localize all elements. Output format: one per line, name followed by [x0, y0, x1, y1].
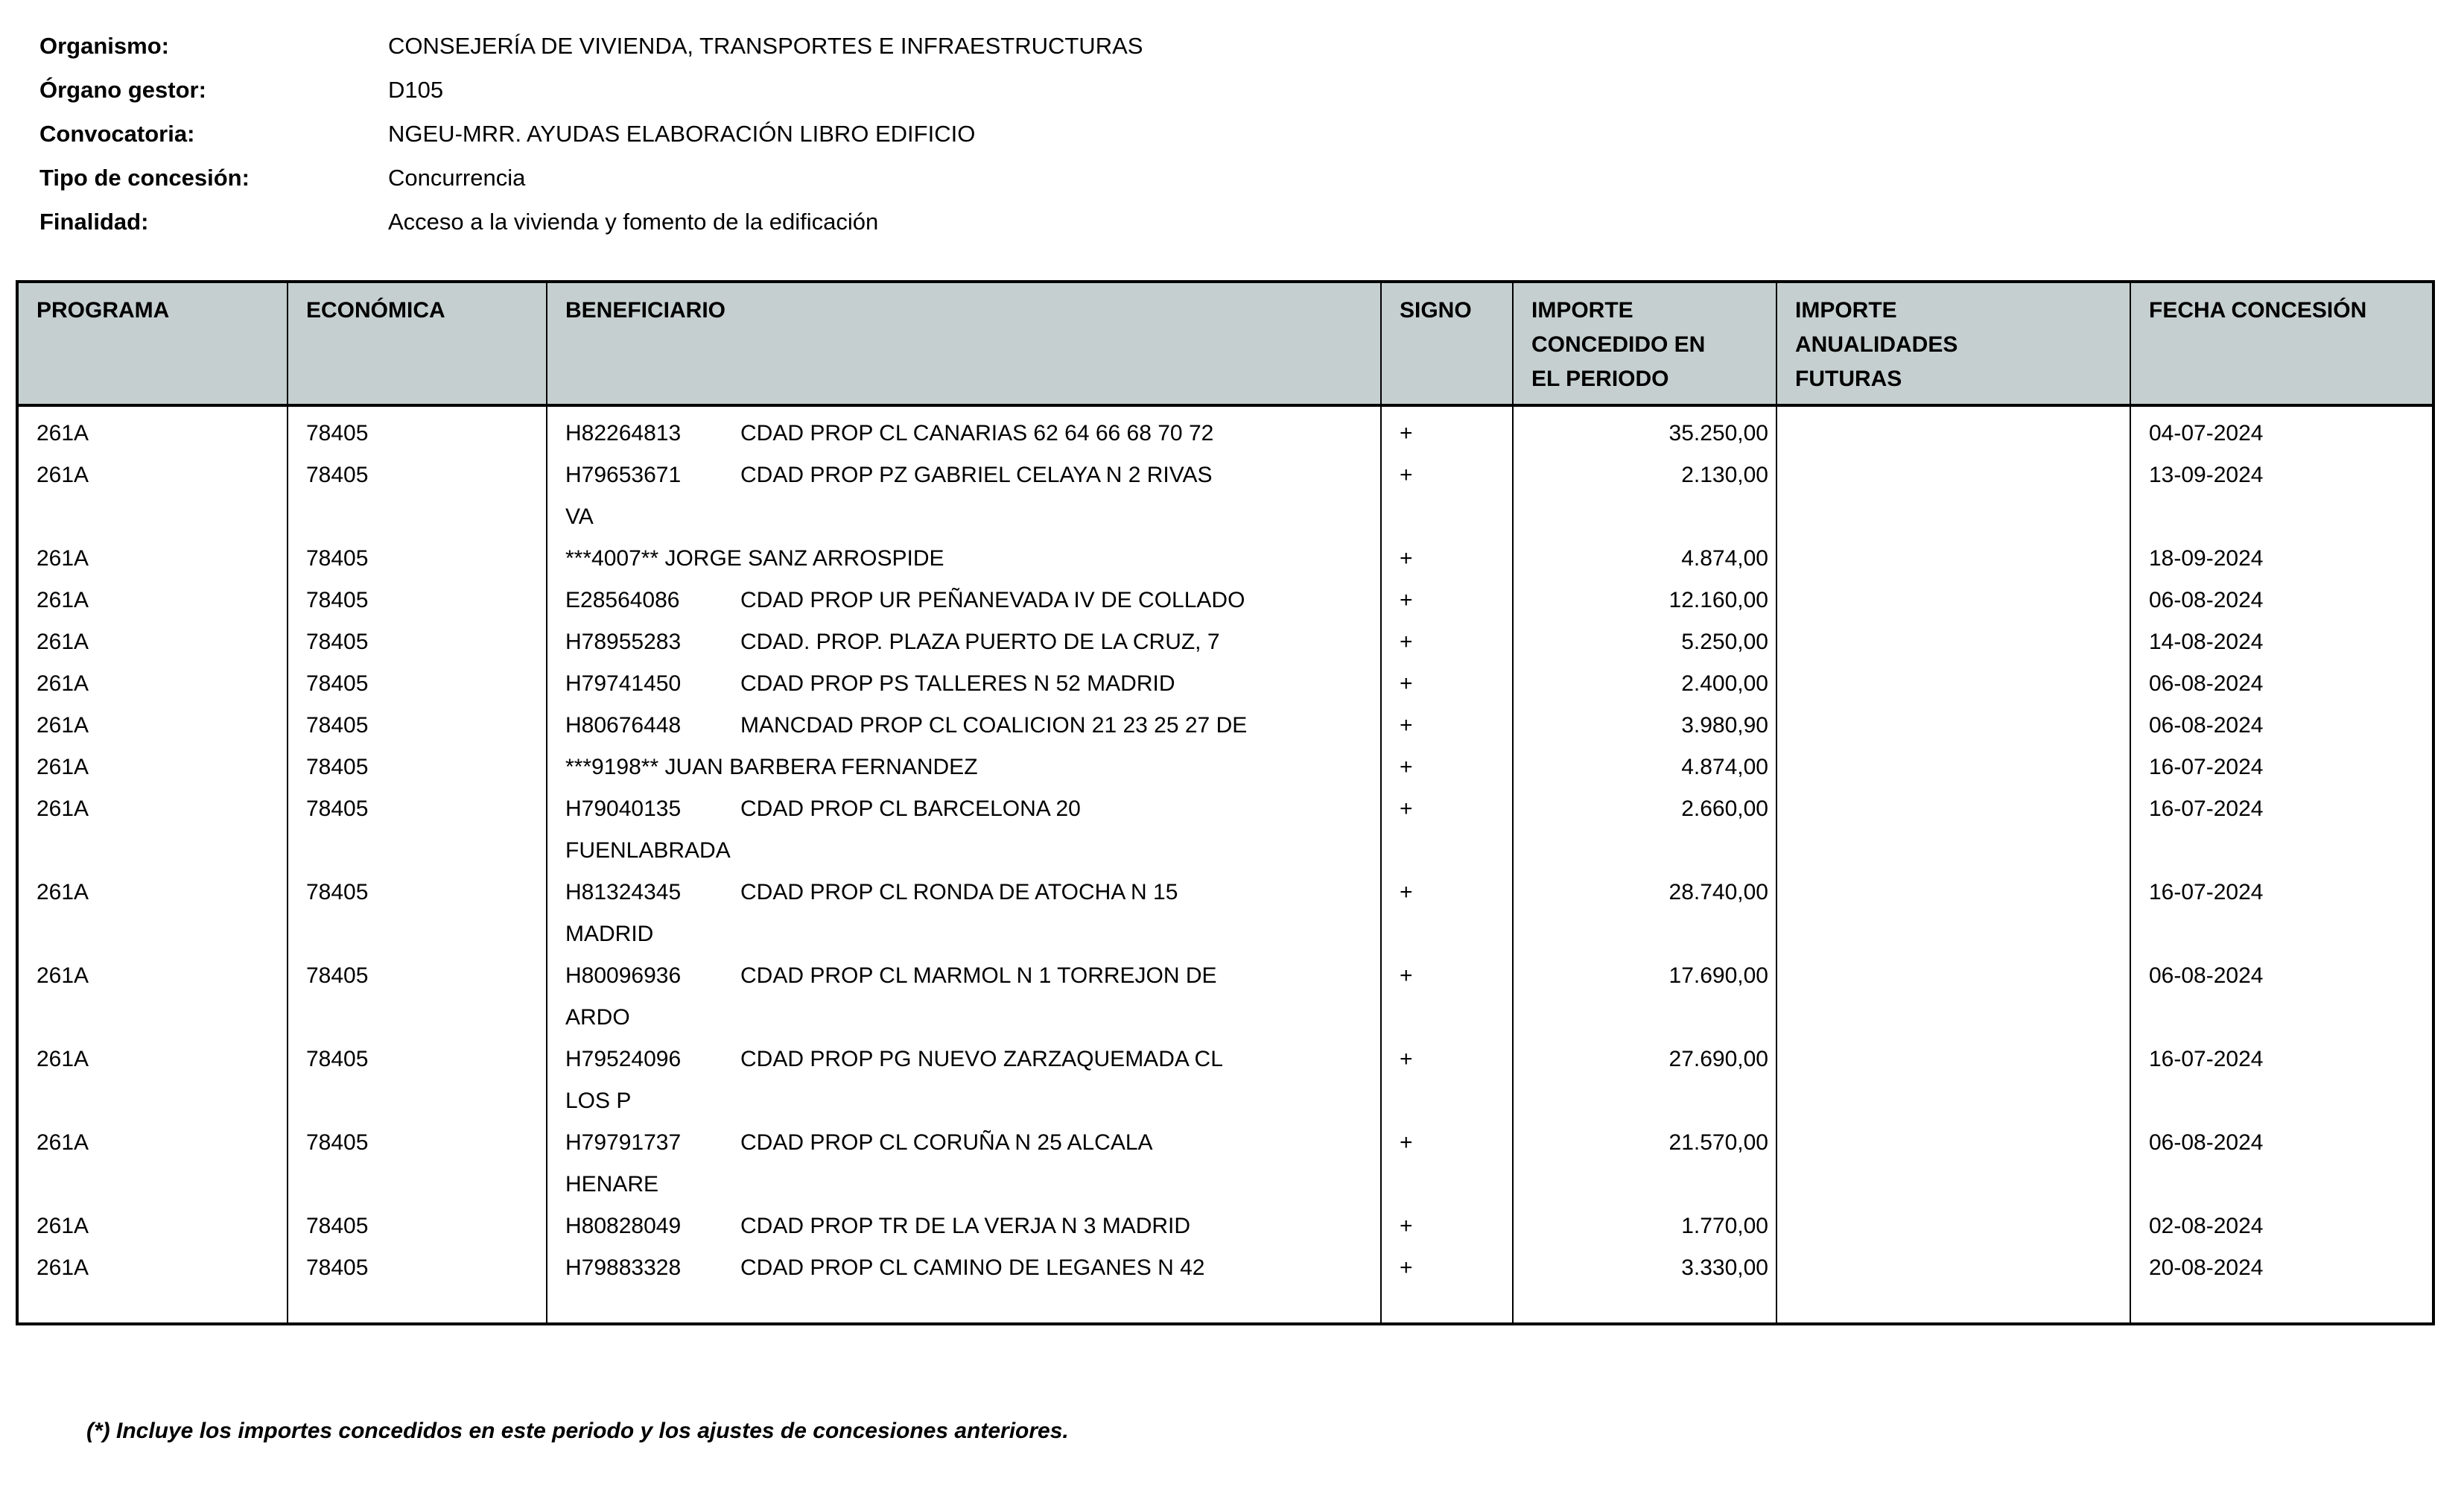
column-header-line: SIGNO [1400, 298, 1472, 323]
meta-row [39, 200, 2464, 244]
beneficiario-name: CDAD PROP CL BARCELONA 20 [740, 796, 1081, 821]
cell-importe-anualidades [1776, 955, 2130, 1039]
meta-label: Tipo de concesión: [39, 165, 250, 191]
table-row [17, 454, 2433, 538]
beneficiario-name: CDAD PROP TR DE LA VERJA N 3 MADRID [740, 1214, 1191, 1238]
meta-label: Finalidad: [39, 209, 149, 235]
cell-beneficiario [547, 955, 1381, 1039]
table-row [17, 1247, 2433, 1324]
beneficiario-id: H80828049 [565, 1214, 682, 1238]
cell-programa: 261A [17, 621, 288, 663]
beneficiario-id: H79040135 [565, 796, 682, 821]
table-row [17, 747, 2433, 788]
beneficiario-id: H78955283 [565, 630, 682, 654]
column-header-line: EL PERIODO [1531, 367, 1669, 391]
cell-beneficiario [547, 747, 1381, 788]
column-header-importe_anualidades [1776, 282, 2130, 405]
cell-fecha-concesion: 13-09-2024 [2130, 454, 2433, 538]
beneficiario-name: CDAD PROP UR PEÑANEVADA IV DE COLLADO [740, 588, 1245, 612]
cell-economica: 78405 [288, 788, 547, 872]
cell-importe-concedido: 3.980,90 [1513, 705, 1776, 747]
cell-fecha-concesion: 06-08-2024 [2130, 705, 2433, 747]
cell-fecha-concesion: 04-07-2024 [2130, 405, 2433, 454]
meta-label: Órgano gestor: [39, 77, 206, 103]
cell-beneficiario [547, 621, 1381, 663]
cell-programa: 261A [17, 1039, 288, 1122]
table-row [17, 1205, 2433, 1247]
meta-row [39, 156, 2464, 200]
table-row [17, 872, 2433, 955]
cell-economica: 78405 [288, 872, 547, 955]
column-header-line: FUTURAS [1795, 367, 1902, 391]
cell-beneficiario [547, 454, 1381, 538]
cell-signo: + [1381, 454, 1513, 538]
column-header-line: FECHA CONCESIÓN [2149, 298, 2367, 323]
cell-programa: 261A [17, 872, 288, 955]
cell-importe-anualidades [1776, 621, 2130, 663]
column-header-line: CONCEDIDO EN [1531, 332, 1706, 357]
cell-importe-anualidades [1776, 1205, 2130, 1247]
cell-importe-anualidades [1776, 580, 2130, 621]
beneficiario-id: H80096936 [565, 963, 682, 988]
beneficiario-id: H82264813 [565, 421, 682, 446]
cell-beneficiario [547, 580, 1381, 621]
cell-fecha-concesion: 20-08-2024 [2130, 1247, 2433, 1324]
cell-fecha-concesion: 06-08-2024 [2130, 955, 2433, 1039]
cell-economica: 78405 [288, 1122, 547, 1205]
cell-programa: 261A [17, 788, 288, 872]
cell-beneficiario [547, 405, 1381, 454]
meta-row [39, 112, 2464, 156]
cell-importe-anualidades [1776, 872, 2130, 955]
meta-row [39, 24, 2464, 68]
cell-beneficiario [547, 538, 1381, 580]
cell-signo: + [1381, 621, 1513, 663]
beneficiario-id: H79791737 [565, 1130, 682, 1155]
beneficiario-name: CDAD PROP PZ GABRIEL CELAYA N 2 RIVAS [740, 463, 1213, 487]
column-header-line: ECONÓMICA [306, 298, 445, 323]
beneficiario-id: H79653671 [565, 463, 682, 487]
table-row [17, 788, 2433, 872]
beneficiario-name: CDAD. PROP. PLAZA PUERTO DE LA CRUZ, 7 [740, 630, 1220, 654]
column-header-line: ANUALIDADES [1795, 332, 1958, 357]
table-header-row [17, 282, 2433, 405]
cell-fecha-concesion: 06-08-2024 [2130, 1122, 2433, 1205]
footnote: (*) Incluye los importes concedidos en este periodo y los ajustes de concesiones anteriores. [86, 1419, 1069, 1443]
cell-programa: 261A [17, 1205, 288, 1247]
meta-value: Concurrencia [388, 165, 526, 191]
cell-importe-concedido: 35.250,00 [1513, 405, 1776, 454]
cell-importe-concedido: 27.690,00 [1513, 1039, 1776, 1122]
cell-beneficiario [547, 1205, 1381, 1247]
table-row [17, 580, 2433, 621]
cell-fecha-concesion: 02-08-2024 [2130, 1205, 2433, 1247]
cell-programa: 261A [17, 1247, 288, 1324]
cell-importe-anualidades [1776, 1247, 2130, 1324]
cell-economica: 78405 [288, 1039, 547, 1122]
cell-importe-concedido: 2.400,00 [1513, 663, 1776, 705]
grants-table [16, 280, 2435, 1325]
table-row [17, 621, 2433, 663]
cell-fecha-concesion: 16-07-2024 [2130, 788, 2433, 872]
column-header-importe_concedido [1513, 282, 1776, 405]
cell-importe-anualidades [1776, 405, 2130, 454]
cell-signo: + [1381, 1247, 1513, 1324]
cell-importe-anualidades [1776, 705, 2130, 747]
cell-signo: + [1381, 747, 1513, 788]
cell-fecha-concesion: 16-07-2024 [2130, 1039, 2433, 1122]
cell-importe-concedido: 17.690,00 [1513, 955, 1776, 1039]
beneficiario-name: CDAD PROP PG NUEVO ZARZAQUEMADA CL [740, 1047, 1223, 1071]
cell-signo: + [1381, 788, 1513, 872]
column-header-line: IMPORTE [1531, 298, 1633, 323]
cell-beneficiario [547, 663, 1381, 705]
cell-signo: + [1381, 580, 1513, 621]
cell-importe-anualidades [1776, 788, 2130, 872]
beneficiario-id: H79883328 [565, 1255, 682, 1280]
beneficiario-name-line: MADRID [565, 922, 654, 946]
cell-economica: 78405 [288, 621, 547, 663]
cell-beneficiario [547, 705, 1381, 747]
cell-fecha-concesion: 16-07-2024 [2130, 872, 2433, 955]
cell-economica: 78405 [288, 1205, 547, 1247]
cell-importe-concedido: 12.160,00 [1513, 580, 1776, 621]
cell-fecha-concesion: 06-08-2024 [2130, 580, 2433, 621]
cell-fecha-concesion: 14-08-2024 [2130, 621, 2433, 663]
cell-fecha-concesion: 18-09-2024 [2130, 538, 2433, 580]
beneficiario-id: H79741450 [565, 671, 682, 696]
beneficiario-id: E28564086 [565, 588, 680, 612]
cell-signo: + [1381, 1122, 1513, 1205]
cell-importe-concedido: 5.250,00 [1513, 621, 1776, 663]
cell-programa: 261A [17, 955, 288, 1039]
meta-value: D105 [388, 77, 444, 103]
cell-signo: + [1381, 1039, 1513, 1122]
beneficiario-id: H80676448 [565, 713, 682, 738]
table-row [17, 955, 2433, 1039]
cell-programa: 261A [17, 538, 288, 580]
cell-beneficiario [547, 1247, 1381, 1324]
cell-importe-concedido: 28.740,00 [1513, 872, 1776, 955]
cell-signo: + [1381, 538, 1513, 580]
cell-importe-concedido: 1.770,00 [1513, 1205, 1776, 1247]
cell-importe-concedido: 21.570,00 [1513, 1122, 1776, 1205]
column-header-programa [17, 282, 288, 405]
cell-signo: + [1381, 663, 1513, 705]
table-row [17, 1122, 2433, 1205]
beneficiario-name: CDAD PROP CL CANARIAS 62 64 66 68 70 72 [740, 421, 1214, 446]
cell-economica: 78405 [288, 454, 547, 538]
column-header-line: IMPORTE [1795, 298, 1897, 323]
column-header-line: BENEFICIARIO [565, 298, 726, 323]
beneficiario-name: CDAD PROP CL RONDA DE ATOCHA N 15 [740, 880, 1178, 904]
cell-programa: 261A [17, 747, 288, 788]
cell-economica: 78405 [288, 405, 547, 454]
beneficiario-id: H81324345 [565, 880, 682, 904]
beneficiario-name-line: ARDO [565, 1005, 630, 1030]
cell-programa: 261A [17, 705, 288, 747]
column-header-economica [288, 282, 547, 405]
cell-signo: + [1381, 955, 1513, 1039]
meta-label: Organismo: [39, 33, 169, 59]
beneficiario-name: ***9198** JUAN BARBERA FERNANDEZ [565, 755, 978, 779]
cell-economica: 78405 [288, 580, 547, 621]
column-header-fecha_concesion [2130, 282, 2433, 405]
column-header-line: PROGRAMA [36, 298, 170, 323]
cell-importe-concedido: 3.330,00 [1513, 1247, 1776, 1324]
table-row [17, 538, 2433, 580]
table-row [17, 1039, 2433, 1122]
cell-signo: + [1381, 872, 1513, 955]
cell-beneficiario [547, 1039, 1381, 1122]
cell-signo: + [1381, 405, 1513, 454]
cell-economica: 78405 [288, 663, 547, 705]
cell-programa: 261A [17, 405, 288, 454]
cell-programa: 261A [17, 580, 288, 621]
cell-programa: 261A [17, 1122, 288, 1205]
meta-value: Acceso a la vivienda y fomento de la edificación [388, 209, 879, 235]
cell-importe-anualidades [1776, 663, 2130, 705]
meta-value: CONSEJERÍA DE VIVIENDA, TRANSPORTES E INFRAESTRUCTURAS [388, 33, 1143, 59]
cell-importe-anualidades [1776, 1122, 2130, 1205]
cell-importe-concedido: 4.874,00 [1513, 747, 1776, 788]
cell-beneficiario [547, 1122, 1381, 1205]
cell-importe-concedido: 2.660,00 [1513, 788, 1776, 872]
cell-importe-concedido: 4.874,00 [1513, 538, 1776, 580]
beneficiario-id: H79524096 [565, 1047, 682, 1071]
meta-value: NGEU-MRR. AYUDAS ELABORACIÓN LIBRO EDIFICIO [388, 121, 976, 147]
beneficiario-name-line: LOS P [565, 1089, 632, 1113]
cell-importe-anualidades [1776, 454, 2130, 538]
beneficiario-name-line: HENARE [565, 1172, 659, 1197]
beneficiario-name: CDAD PROP CL CORUÑA N 25 ALCALA [740, 1130, 1153, 1155]
column-header-signo [1381, 282, 1513, 405]
cell-beneficiario [547, 788, 1381, 872]
beneficiario-name: CDAD PROP PS TALLERES N 52 MADRID [740, 671, 1175, 696]
cell-programa: 261A [17, 454, 288, 538]
cell-signo: + [1381, 1205, 1513, 1247]
meta-row [39, 68, 2464, 112]
cell-importe-anualidades [1776, 538, 2130, 580]
cell-economica: 78405 [288, 705, 547, 747]
beneficiario-name: CDAD PROP CL CAMINO DE LEGANES N 42 [740, 1255, 1205, 1280]
cell-economica: 78405 [288, 747, 547, 788]
cell-importe-concedido: 2.130,00 [1513, 454, 1776, 538]
table-row [17, 705, 2433, 747]
table-row [17, 663, 2433, 705]
cell-economica: 78405 [288, 955, 547, 1039]
cell-economica: 78405 [288, 538, 547, 580]
meta-block [0, 0, 2464, 244]
column-header-beneficiario [547, 282, 1381, 405]
cell-economica: 78405 [288, 1247, 547, 1324]
cell-beneficiario [547, 872, 1381, 955]
beneficiario-name: ***4007** JORGE SANZ ARROSPIDE [565, 546, 944, 571]
cell-fecha-concesion: 16-07-2024 [2130, 747, 2433, 788]
meta-label: Convocatoria: [39, 121, 195, 147]
beneficiario-name: CDAD PROP CL MARMOL N 1 TORREJON DE [740, 963, 1217, 988]
cell-programa: 261A [17, 663, 288, 705]
table-row [17, 405, 2433, 454]
cell-importe-anualidades [1776, 747, 2130, 788]
beneficiario-name: MANCDAD PROP CL COALICION 21 23 25 27 DE [740, 713, 1248, 738]
cell-importe-anualidades [1776, 1039, 2130, 1122]
cell-fecha-concesion: 06-08-2024 [2130, 663, 2433, 705]
beneficiario-name-line: FUENLABRADA [565, 838, 731, 863]
cell-signo: + [1381, 705, 1513, 747]
table-body [17, 405, 2433, 1324]
beneficiario-name-line: VA [565, 504, 594, 529]
